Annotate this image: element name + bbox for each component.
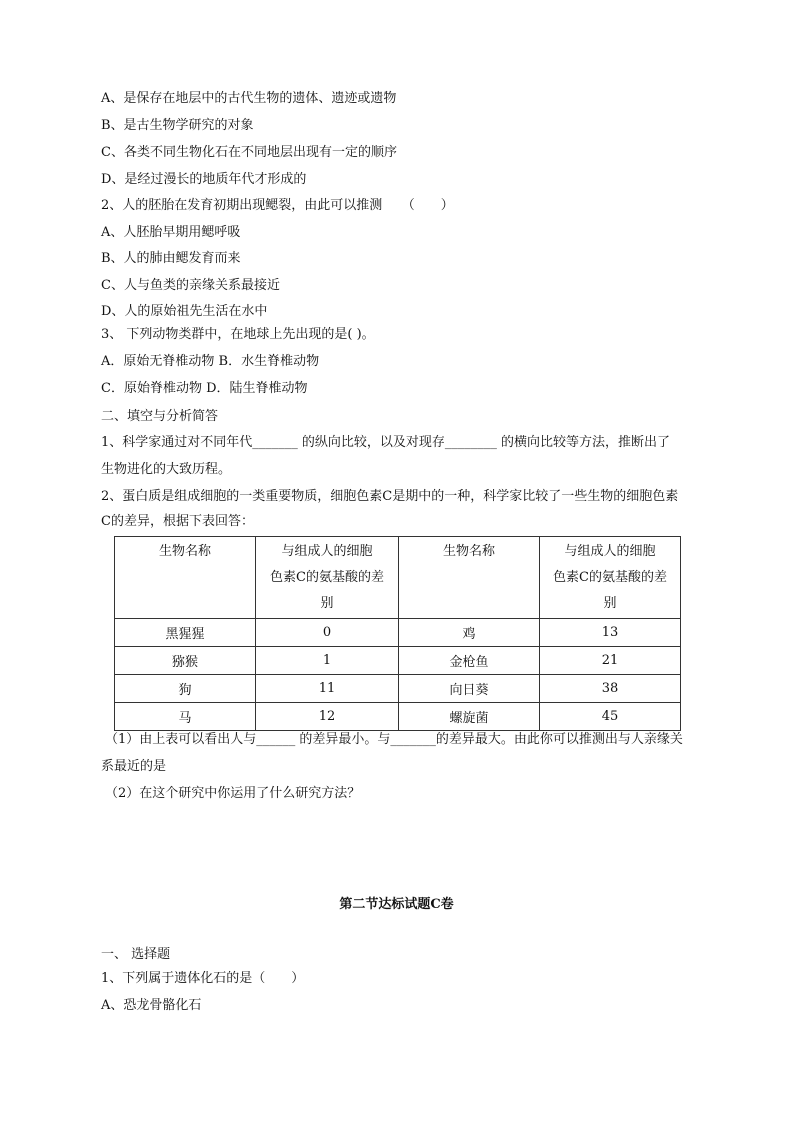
table-row bbox=[115, 647, 681, 675]
section-title: 第二节达标试题C卷 bbox=[339, 897, 454, 912]
fill-q1-line2: 生物进化的大致历程。 bbox=[101, 462, 232, 477]
cell-name2: 向日葵 bbox=[399, 675, 540, 703]
cell-name2: 鸡 bbox=[399, 619, 540, 647]
cell-diff1: 0 bbox=[256, 619, 399, 647]
q2-option-a: A、人胚胎早期用鳃呼吸 bbox=[101, 225, 241, 240]
q2-option-c: C、人与鱼类的亲缘关系最接近 bbox=[101, 278, 280, 293]
table-row bbox=[115, 619, 681, 647]
table-row bbox=[115, 675, 681, 703]
q1-option-d: D、是经过漫长的地质年代才形成的 bbox=[101, 172, 307, 187]
fill-q1-line1: 1、科学家通过对不同年代_______ 的纵向比较，以及对现存________ 的横向比较等方法，推断出了 bbox=[101, 435, 671, 450]
cell-diff2: 21 bbox=[540, 647, 681, 675]
sub-question-2: （2）在这个研究中你运用了什么研究方法？ bbox=[105, 786, 361, 801]
section3-q1-option-a: A、恐龙骨骼化石 bbox=[101, 998, 202, 1013]
cell-diff1: 1 bbox=[256, 647, 399, 675]
fill-q2-line1: 2、蛋白质是组成细胞的一类重要物质，细胞色素C是期中的一种，科学家比较了一些生物的细胞色素 bbox=[101, 489, 679, 504]
header-name-1: 生物名称 bbox=[115, 537, 256, 619]
cell-diff2: 13 bbox=[540, 619, 681, 647]
cell-name2: 螺旋菌 bbox=[399, 703, 540, 731]
q1-option-b: B、是古生物学研究的对象 bbox=[101, 118, 254, 133]
cell-name1: 马 bbox=[115, 703, 256, 731]
q3-stem: 3、 下列动物类群中，在地球上先出现的是( )。 bbox=[101, 327, 375, 342]
cell-diff2: 45 bbox=[540, 703, 681, 731]
section3-heading: 一、 选择题 bbox=[101, 947, 171, 962]
cell-name1: 黑猩猩 bbox=[115, 619, 256, 647]
q2-option-d: D、人的原始祖先生活在水中 bbox=[101, 304, 268, 319]
q2-stem: 2、人的胚胎在发育初期出现鳃裂，由此可以推测 （ ） bbox=[101, 198, 454, 213]
cell-diff1: 11 bbox=[256, 675, 399, 703]
q3-options-ab: A．原始无脊椎动物 B．水生脊椎动物 bbox=[101, 354, 320, 369]
q1-option-c: C、各类不同生物化石在不同地层出现有一定的顺序 bbox=[101, 145, 397, 160]
table-row bbox=[115, 703, 681, 731]
table-header-row bbox=[115, 537, 681, 619]
section3-q1-stem: 1、下列属于遗体化石的是（ ） bbox=[101, 971, 305, 986]
header-diff-1: 与组成人的细胞 色素C的氨基酸的差 别 bbox=[256, 537, 399, 619]
cell-diff2: 38 bbox=[540, 675, 681, 703]
cell-name1: 狗 bbox=[115, 675, 256, 703]
sub-question-1-line2: 系最近的是 bbox=[101, 759, 167, 774]
cell-name1: 猕猴 bbox=[115, 647, 256, 675]
cytochrome-c-table bbox=[114, 536, 681, 731]
cell-diff1: 12 bbox=[256, 703, 399, 731]
header-diff-2: 与组成人的细胞 色素C的氨基酸的差 别 bbox=[540, 537, 681, 619]
fill-q2-line2: C的差异，根据下表回答： bbox=[101, 514, 254, 529]
section2-heading: 二、填空与分析简答 bbox=[101, 409, 219, 424]
sub-question-1-line1: （1）由上表可以看出人与______ 的差异最小。与_______的差异最大。由此你可以推测出与人亲缘关 bbox=[105, 732, 683, 747]
q3-options-cd: C．原始脊椎动物 D．陆生脊椎动物 bbox=[101, 381, 308, 396]
q1-option-a: A、是保存在地层中的古代生物的遗体、遗迹或遗物 bbox=[101, 91, 397, 106]
header-name-2: 生物名称 bbox=[399, 537, 540, 619]
cell-name2: 金枪鱼 bbox=[399, 647, 540, 675]
q2-option-b: B、人的肺由鳃发育而来 bbox=[101, 251, 241, 266]
